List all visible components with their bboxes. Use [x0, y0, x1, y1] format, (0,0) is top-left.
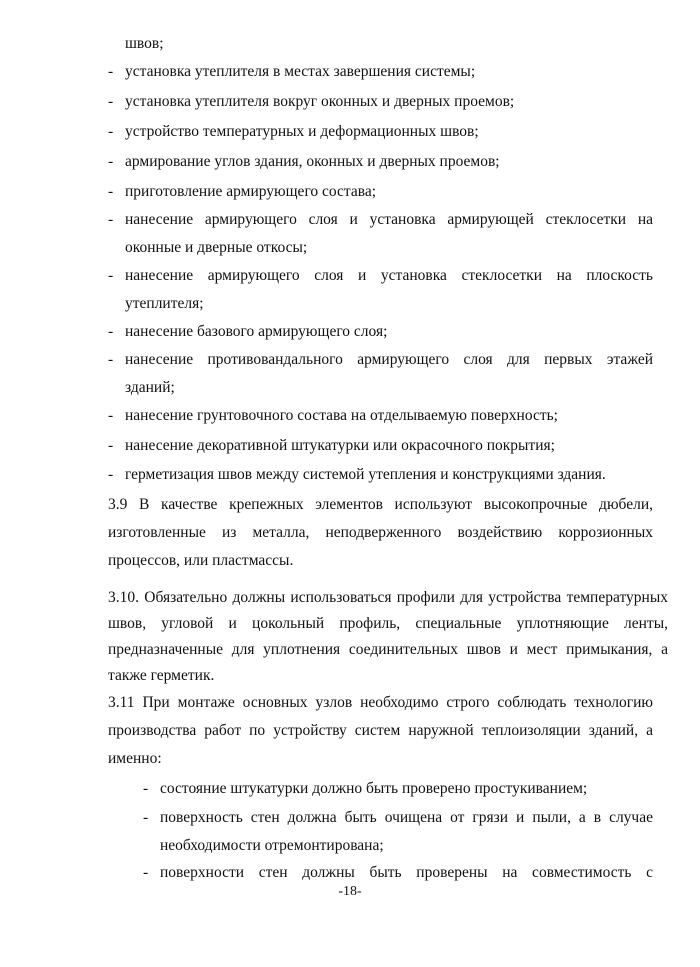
paragraph-3-11-line: 3.11 При монтаже основных узлов необходимо строго соблюдать технологию	[108, 694, 653, 711]
bullet-item: нанесение декоративной штукатурки или окрасочного покрытия;	[125, 437, 555, 454]
bullet-dash: -	[143, 864, 149, 881]
bullet-item: состояние штукатурки должно быть проверено простукиванием;	[160, 780, 588, 797]
paragraph-3-10-line: также герметик.	[108, 667, 215, 684]
bullet-dash: -	[108, 183, 114, 200]
paragraph-3-9-line: изготовленные из металла, неподверженного воздействию коррозионных	[108, 524, 653, 541]
bullet-dash: -	[143, 809, 149, 826]
bullet-dash: -	[108, 323, 114, 340]
paragraph-3-9-line: 3.9 В качестве крепежных элементов используют высокопрочные дюбели,	[108, 496, 653, 513]
bullet-item: приготовление армирующего состава;	[125, 183, 377, 200]
paragraph-3-10-line: предназначенные для уплотнения соединительных швов и мест примыкания, а	[108, 641, 668, 658]
bullet-dash: -	[108, 466, 114, 483]
bullet-item: нанесение грунтовочного состава на отделываемую поверхность;	[125, 407, 558, 424]
bullet-item: герметизация швов между системой утепления и конструкциями здания.	[125, 466, 606, 483]
bullet-dash: -	[108, 93, 114, 110]
bullet-dash: -	[108, 437, 114, 454]
bullet-item: установка утеплителя вокруг оконных и дверных проемов;	[125, 93, 515, 110]
bullet-item-continuation: утеплителя;	[125, 295, 204, 312]
paragraph-3-10-line: швов, угловой и цокольный профиль, специальные уплотняющие ленты,	[108, 615, 668, 632]
bullet-item: армирование углов здания, оконных и дверных проемов;	[125, 153, 500, 170]
bullet-item: поверхность стен должна быть очищена от грязи и пыли, а в случае	[160, 809, 653, 826]
bullet-dash: -	[108, 153, 114, 170]
bullet-dash: -	[108, 407, 114, 424]
bullet-item: установка утеплителя в местах завершения системы;	[125, 63, 476, 80]
bullet-dash: -	[108, 211, 114, 228]
bullet-item-continuation: зданий;	[125, 379, 175, 396]
bullet-item: нанесение армирующего слоя и установка армирующей стеклосетки на	[125, 211, 653, 228]
bullet-item: устройство температурных и деформационных швов;	[125, 123, 479, 140]
bullet-dash: -	[108, 351, 114, 368]
paragraph-3-11-line: производства работ по устройству систем наружной теплоизоляции зданий, а	[108, 722, 653, 739]
bullet-item: нанесение противовандального армирующего слоя для первых этажей	[125, 351, 653, 368]
top-fragment: швов;	[125, 35, 164, 52]
paragraph-3-10-line: 3.10. Обязательно должны использоваться профили для устройства температурных	[108, 589, 668, 606]
bullet-dash: -	[108, 63, 114, 80]
bullet-dash: -	[108, 123, 114, 140]
page-number: -18-	[338, 884, 362, 899]
bullet-dash: -	[108, 267, 114, 284]
bullet-item-continuation: необходимости отремонтирована;	[160, 837, 384, 854]
bullet-item: нанесение базового армирующего слоя;	[125, 323, 388, 340]
paragraph-3-9-line: процессов, или пластмассы.	[108, 552, 294, 569]
bullet-item-continuation: оконные и дверные откосы;	[125, 239, 308, 256]
bullet-item: нанесение армирующего слоя и установка стеклосетки на плоскость	[125, 267, 653, 284]
bullet-dash: -	[143, 780, 149, 797]
paragraph-3-11-line: именно:	[108, 750, 162, 767]
bullet-item: поверхности стен должны быть проверены на совместимость с	[160, 864, 653, 881]
